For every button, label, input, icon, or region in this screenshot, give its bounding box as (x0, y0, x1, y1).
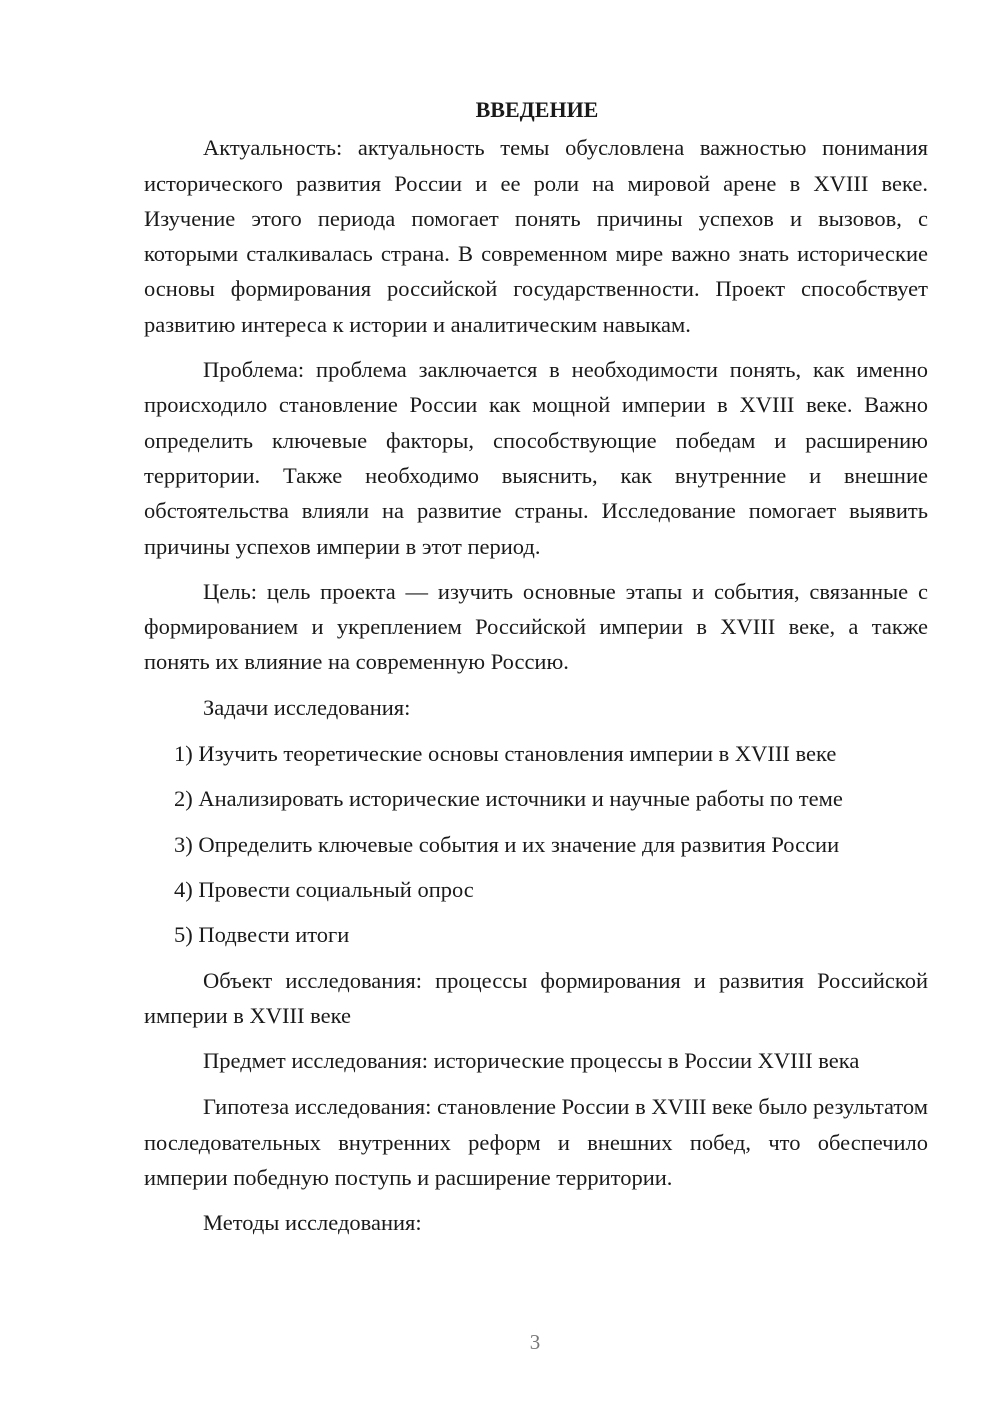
hypothesis-paragraph: Гипотеза исследования: становление России в XVIII веке было результатом последовательных внутренних реформ и внешних побед, что обеспечило империи победную поступь и расширение территории. (144, 1094, 928, 1191)
object-paragraph: Объект исследования: процессы формирования и развития Российской империи в XVIII веке (144, 967, 928, 1028)
section-title: ВВЕДЕНИЕ (475, 97, 599, 122)
tasks-list (144, 736, 928, 952)
document-page (144, 92, 928, 1252)
goal-paragraph: Цель: цель проекта — изучить основные этапы и события, связанные с формированием и укреплением Российской империи в XVIII веке, а также понять их влияние на современную Россию. (144, 578, 928, 675)
task-item: 2) Анализировать исторические источники и научные работы по теме (174, 786, 843, 812)
task-item: 4) Провести социальный опрос (174, 876, 474, 902)
methods-heading: Методы исследования: (203, 1210, 422, 1236)
task-item: 3) Определить ключевые события и их значение для развития России (174, 831, 840, 857)
task-item: 5) Подвести итоги (174, 922, 350, 948)
subject-paragraph: Предмет исследования: исторические процессы в России XVIII века (203, 1048, 860, 1074)
page-number: 3 (529, 1330, 541, 1354)
problem-paragraph: Проблема: проблема заключается в необходимости понять, как именно происходило становление России как мощной империи в XVIII веке. Важно определить ключевые факторы, способствующие победам и расширению территории. Также необходимо выяснить, как внутренние и внешние обстоятельства влияли на развитие страны. Исследование помогает выявить причины успехов империи в этот период. (144, 357, 928, 559)
task-item: 1) Изучить теоретические основы становления империи в XVIII веке (174, 741, 837, 767)
relevance-paragraph: Актуальность: актуальность темы обусловлена важностью понимания исторического развития России и ее роли на мировой арене в XVIII веке. Изучение этого периода помогает понять причины успехов и вызовов, с которыми сталкивалась страна. В современном мире важно знать исторические основы формирования российской государственности. Проект способствует развитию интереса к истории и аналитическим навыкам. (144, 135, 928, 337)
tasks-heading: Задачи исследования: (203, 694, 411, 720)
